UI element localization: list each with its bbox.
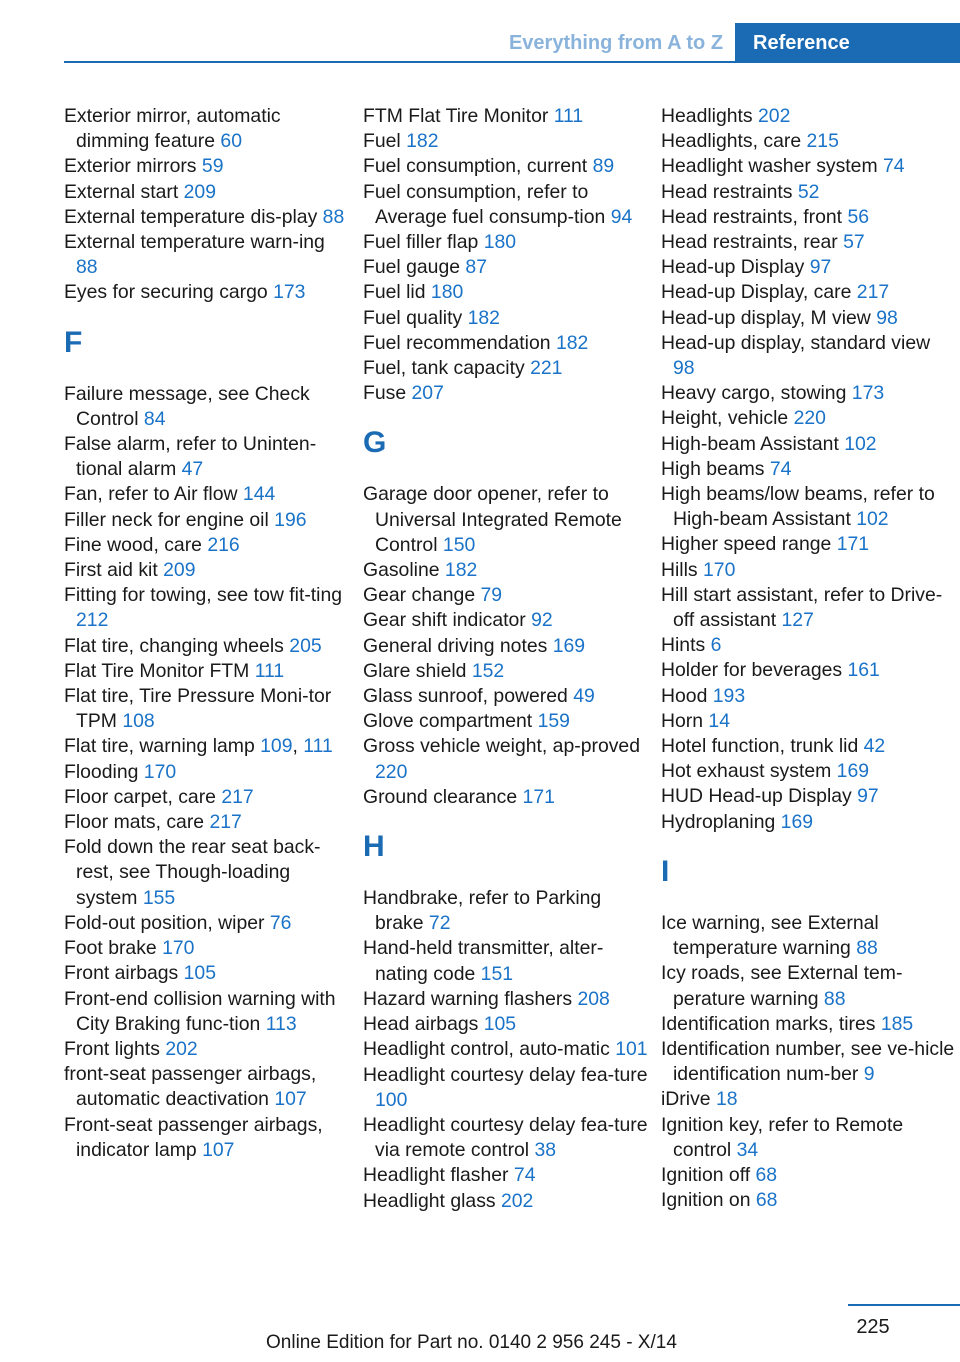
index-entry (64, 432, 350, 482)
index-entry-text: Headlight washer system (661, 155, 878, 178)
index-entry-text: Ignition off (661, 1163, 751, 1186)
index-entry (363, 1163, 653, 1188)
index-entry (363, 608, 653, 633)
index-entry-text: Fan, refer to Air flow (64, 483, 238, 506)
index-entry-text: Hydroplaning (661, 810, 776, 833)
page-reference-link[interactable]: 107 (202, 1138, 235, 1161)
index-entry (363, 1189, 653, 1214)
page-reference-link[interactable]: 182 (555, 331, 589, 354)
index-entry-text: Failure message, see Check Control (64, 382, 310, 430)
page-reference-link[interactable]: 84 (143, 407, 166, 430)
index-entry-text: HUD Head-up Display (661, 785, 852, 808)
page-reference-link[interactable]: 74 (513, 1164, 536, 1187)
index-entry-text: Headlight courtesy delay fea-ture (363, 1063, 648, 1086)
page-reference-link[interactable]: 97 (809, 256, 832, 279)
index-entry-text: Headlight flasher (363, 1164, 509, 1187)
page-reference-link[interactable]: 170 (143, 760, 177, 783)
index-entry-text: Filler neck for engine oil (64, 508, 269, 531)
index-entry (363, 154, 653, 179)
page-reference-link[interactable]: 6 (710, 634, 722, 657)
index-entry (661, 306, 956, 331)
page-reference-link[interactable]: 151 (480, 962, 514, 985)
index-entry-text: Front-seat passenger airbags, indicator lamp (64, 1113, 323, 1161)
index-entry (661, 1188, 956, 1213)
index-entry (64, 558, 350, 583)
page-reference-link[interactable]: 217 (856, 281, 890, 304)
index-entry (661, 810, 956, 835)
index-entry-text: High beams (661, 457, 765, 480)
page-reference-link[interactable]: 220 (793, 407, 826, 430)
index-entry (64, 760, 350, 785)
page-reference-link[interactable]: 173 (273, 281, 306, 304)
page-reference-link[interactable]: 108 (122, 710, 155, 733)
index-entry-text: Ground clearance (363, 785, 518, 808)
page-reference-link[interactable]: 217 (209, 811, 242, 834)
page-reference-link[interactable]: 72 (428, 912, 451, 935)
index-entry (363, 583, 653, 608)
page-reference-link[interactable]: 202 (500, 1189, 534, 1212)
page-reference-link[interactable]: 185 (880, 1012, 914, 1035)
index-entry-text: Hints (661, 634, 706, 657)
index-entry (661, 911, 956, 961)
index-entry-text: Fuel (363, 130, 401, 153)
page-reference-link[interactable]: 209 (183, 180, 216, 203)
header-rule (64, 61, 960, 63)
index-entry-text: Headlight courtesy delay fea-ture via remote control (363, 1113, 648, 1162)
index-entry (661, 331, 956, 381)
index-entry (363, 482, 653, 558)
index-entry (363, 785, 653, 810)
page-reference-link[interactable]: 88 (856, 937, 878, 960)
page-reference-link[interactable]: 97 (857, 785, 879, 808)
index-entry-text: Head-up Display (661, 256, 805, 279)
index-entry (363, 659, 653, 684)
index-entry-text: High beams/low beams, refer to High-beam Assistant (661, 483, 935, 531)
page-reference-link[interactable]: 193 (712, 684, 746, 707)
index-entry (363, 1063, 653, 1113)
index-entry (64, 911, 350, 936)
index-entry (661, 129, 956, 154)
page-reference-link[interactable]: 102 (856, 508, 889, 531)
index-entry-text: Ice warning, see External temperature warning (661, 911, 879, 960)
index-entry (661, 104, 956, 129)
index-entry-text: General driving notes (363, 634, 548, 657)
index-entry-text: Floor carpet, care (64, 785, 216, 808)
page-reference-link[interactable]: 209 (163, 559, 196, 582)
index-entry (363, 886, 653, 936)
index-entry (64, 835, 350, 911)
page-reference-link[interactable]: 169 (552, 634, 586, 657)
index-entry-text: Ignition on (661, 1189, 751, 1212)
header-tab-reference: Reference (735, 23, 960, 63)
index-entry (363, 987, 653, 1012)
index-entry-text: Head restraints, rear (661, 231, 838, 254)
page-reference-link[interactable]: 92 (531, 609, 553, 632)
page-reference-link[interactable]: 98 (673, 357, 695, 380)
page-reference-link[interactable]: 9 (863, 1063, 875, 1086)
index-entry (64, 785, 350, 810)
index-entry (661, 406, 956, 431)
index-letter-heading: H (363, 830, 385, 864)
index-entry (64, 961, 350, 986)
index-entry (661, 709, 956, 734)
index-entry (64, 684, 350, 734)
index-entry-text: Identification number, see ve-hicle identification num-ber (661, 1037, 955, 1086)
index-entry-text: Higher speed range (661, 533, 832, 556)
page-reference-link[interactable]: 59 (201, 155, 224, 178)
page-reference-link[interactable]: 150 (442, 533, 476, 556)
index-entry-text: Hand-held transmitter, alter-nating code (363, 937, 604, 985)
index-entry-text: Flat tire, Tire Pressure Moni-tor TPM (64, 685, 332, 733)
index-entry-text: Head-up display, M view (661, 306, 871, 329)
index-entry-text: Fuel filler flap (363, 231, 479, 254)
index-entry-text: Glare shield (363, 659, 467, 682)
index-entry (661, 1163, 956, 1188)
index-entry (64, 583, 350, 633)
index-entry-text: Hood (661, 684, 708, 707)
index-entry (661, 432, 956, 457)
page-number: 225 (856, 1316, 890, 1338)
index-entry (661, 457, 956, 482)
index-entry-text: Headlight control, auto-matic (363, 1038, 610, 1061)
page-reference-link[interactable]: 68 (755, 1189, 778, 1212)
index-entry-text: Fuel, tank capacity (363, 357, 525, 380)
index-entry-text: First aid kit (64, 559, 158, 582)
index-entry-text: High-beam Assistant (661, 432, 839, 455)
page-reference-link[interactable]: 205 (289, 634, 322, 657)
page-reference-link[interactable]: 127 (781, 609, 814, 632)
index-entry-text: Garage door opener, refer to Universal Integrated Remote Control (363, 483, 622, 556)
index-entry (661, 280, 956, 305)
index-entry (363, 709, 653, 734)
page-reference-link[interactable]: 207 (411, 382, 444, 405)
index-entry-text: External temperature warn-ing (64, 231, 325, 254)
page-reference-link[interactable]: 14 (708, 709, 730, 732)
page-reference-link[interactable]: 38 (534, 1139, 557, 1162)
page-reference-link[interactable]: 161 (847, 659, 880, 682)
page-reference-link[interactable]: 87 (465, 256, 487, 279)
page-reference-link[interactable]: 169 (780, 810, 814, 833)
page-reference-link[interactable]: 113 (265, 1012, 297, 1035)
index-entry (661, 961, 956, 1011)
index-entry-text: False alarm, refer to Uninten-tional alarm (64, 433, 317, 481)
page-reference-link[interactable]: 173 (851, 382, 885, 405)
page-reference-link[interactable]: 152 (471, 659, 505, 682)
index-entry (661, 658, 956, 683)
index-entry (363, 129, 653, 154)
index-entry-text: Identification marks, tires (661, 1012, 876, 1035)
index-entry-text: Glass sunroof, powered (363, 685, 568, 708)
index-entry-text: Head-up Display, care (661, 281, 852, 304)
index-entry-text: FTM Flat Tire Monitor (363, 105, 549, 127)
page-reference-link[interactable]: 98 (876, 306, 898, 329)
page-reference-link[interactable]: 74 (883, 155, 905, 178)
index-entry (64, 280, 350, 305)
page-reference-link[interactable]: 111 (303, 735, 333, 758)
page-reference-link[interactable]: 105 (183, 962, 216, 985)
page-reference-link[interactable]: 76 (269, 911, 292, 934)
index-entry-text: Fold down the rear seat back-rest, see Though-loading system (64, 836, 321, 909)
index-entry-text: Glove compartment (363, 710, 533, 733)
index-entry (661, 759, 956, 784)
page-reference-link[interactable]: 182 (444, 559, 478, 582)
page-reference-link[interactable]: 220 (375, 760, 408, 783)
index-entry (363, 684, 653, 709)
index-entry-text: Front airbags (64, 962, 179, 985)
index-entry-text: Gross vehicle weight, ap-proved (363, 735, 640, 758)
index-entry (661, 583, 956, 633)
index-entry (64, 508, 350, 533)
index-entry-text: iDrive (661, 1088, 711, 1111)
page-reference-link[interactable]: 18 (715, 1088, 738, 1111)
page-reference-link[interactable]: 111 (254, 659, 285, 682)
index-entry (363, 1012, 653, 1037)
index-entry (661, 734, 956, 759)
index-entry-text: front-seat passenger airbags, automatic deactivation (64, 1063, 317, 1111)
page-reference-link[interactable]: 100 (375, 1088, 408, 1111)
index-entry (661, 255, 956, 280)
index-entry (64, 987, 350, 1037)
index-entry (363, 936, 653, 986)
index-entry (64, 382, 350, 432)
index-entry-text: Fuse (363, 382, 407, 405)
index-entry-text: Fine wood, care (64, 533, 202, 556)
index-entry (661, 1113, 956, 1163)
index-entry (64, 1113, 350, 1163)
page-reference-link[interactable]: 49 (573, 685, 595, 708)
page-reference-link[interactable]: 88 (823, 987, 846, 1010)
page-reference-link[interactable]: 144 (242, 483, 276, 506)
index-entry (64, 482, 350, 507)
page-reference-link[interactable]: 57 (843, 231, 865, 254)
index-entry (64, 205, 350, 230)
index-letter-heading: I (661, 854, 670, 888)
page-reference-link[interactable]: 42 (863, 735, 886, 758)
index-entry (64, 1037, 350, 1062)
page-reference-link[interactable]: 170 (703, 558, 736, 581)
page-reference-link[interactable]: 169 (836, 760, 870, 783)
index-letter-heading: G (363, 426, 387, 460)
page-reference-link[interactable]: 105 (483, 1013, 517, 1036)
index-column-2 (363, 104, 653, 1214)
index-entry (661, 381, 956, 406)
page-reference-link[interactable]: 56 (847, 205, 870, 228)
page-reference-link[interactable]: 155 (142, 886, 176, 909)
index-entry (661, 633, 956, 658)
index-entry-text: Flat Tire Monitor FTM (64, 659, 250, 682)
index-entry (363, 634, 653, 659)
index-entry-text: Headlights (661, 105, 753, 127)
index-entry-text: Headlights, care (661, 130, 802, 153)
index-entry-text: External start (64, 180, 179, 203)
index-entry-text: Fuel consumption, current (363, 155, 588, 178)
index-entry-text: Fuel consumption, refer to Average fuel consump-tion (363, 180, 606, 228)
index-entry (661, 230, 956, 255)
index-entry (363, 1037, 653, 1062)
index-entry (64, 810, 350, 835)
index-entry (661, 1037, 956, 1087)
page-reference-link[interactable]: 182 (406, 130, 439, 153)
index-entry (661, 558, 956, 583)
page-reference-link[interactable]: 170 (162, 937, 195, 960)
index-entry-text: Hot exhaust system (661, 760, 832, 783)
index-entry-text: Head restraints, front (661, 205, 843, 228)
index-letter-heading: F (64, 325, 83, 359)
index-entry (363, 356, 653, 381)
index-entry (64, 1062, 350, 1112)
index-entry-text: Gear shift indicator (363, 609, 526, 632)
page-reference-link[interactable]: 68 (755, 1163, 778, 1186)
index-entry-text: Head restraints (661, 180, 793, 203)
page-reference-link[interactable]: 202 (165, 1037, 198, 1060)
index-entry (661, 784, 956, 809)
index-entry-text: Handbrake, refer to Parking brake (363, 887, 602, 935)
page-reference-link[interactable]: 171 (836, 533, 870, 556)
index-entry (64, 533, 350, 558)
index-entry (661, 532, 956, 557)
index-entry: Flat tire, warning lamp 109, 111 (64, 735, 333, 758)
page-reference-link[interactable]: 196 (274, 508, 307, 531)
index-entry (363, 381, 653, 406)
index-entry (64, 659, 350, 684)
index-entry (363, 255, 653, 280)
index-entry-text: Exterior mirror, automatic dimming feature (64, 105, 281, 153)
index-column-1 (64, 104, 350, 1163)
page-reference-link[interactable]: 180 (430, 281, 464, 304)
index-entry-text: Fitting for towing, see tow fit-ting (64, 584, 343, 607)
index-entry (363, 734, 653, 784)
index-entry (64, 180, 350, 205)
index-entry-text: Head airbags (363, 1013, 479, 1036)
page-reference-link[interactable]: 88 (76, 256, 98, 279)
index-entry-text: Holder for beverages (661, 659, 843, 682)
index-entry-text: Head-up display, standard view (661, 331, 931, 354)
page-reference-link[interactable]: 208 (577, 987, 610, 1010)
page-reference-link[interactable]: 109 (260, 735, 293, 758)
index-entry (64, 936, 350, 961)
index-entry (661, 482, 956, 532)
index-entry (363, 558, 653, 583)
index-entry-text: Gear change (363, 584, 476, 607)
page-reference-link[interactable]: 102 (844, 432, 877, 455)
index-entry (661, 1087, 956, 1112)
page-reference-link[interactable]: 79 (480, 584, 503, 607)
index-entry-text: Fuel gauge (363, 256, 461, 279)
page-reference-link[interactable]: 34 (736, 1138, 759, 1161)
page-reference-link[interactable]: 171 (522, 785, 555, 808)
index-entry-text: Front-end collision warning with City Braking func-tion (64, 987, 336, 1035)
index-entry (363, 306, 653, 331)
page-reference-link[interactable]: 74 (769, 457, 792, 480)
index-entry (64, 230, 350, 280)
page-reference-link[interactable]: 217 (221, 785, 254, 808)
index-entry (661, 684, 956, 709)
index-entry-text: Hazard warning flashers (363, 987, 573, 1010)
index-entry-text: Front lights (64, 1037, 160, 1060)
footer-edition: Online Edition for Part no. 0140 2 956 245 - X/14 (266, 1332, 677, 1353)
index-entry (661, 154, 956, 179)
page-reference-link[interactable]: 216 (207, 533, 240, 556)
index-entry-text: Floor mats, care (64, 811, 205, 834)
page-reference-link[interactable]: 221 (530, 357, 563, 380)
index-entry (661, 1012, 956, 1037)
index-entry-text: Fuel quality (363, 306, 463, 329)
index-entry-text: Fuel lid (363, 281, 426, 304)
index-entry (64, 154, 350, 179)
index-entry-text: External temperature dis-play (64, 205, 318, 228)
page-reference-link[interactable]: 159 (537, 710, 570, 733)
page-reference-link[interactable]: 52 (797, 180, 820, 203)
index-column-3 (661, 104, 956, 1213)
index-entry-text: Hills (661, 558, 698, 581)
page-reference-link[interactable]: 212 (76, 609, 109, 632)
index-entry-text: Eyes for securing cargo (64, 281, 268, 304)
index-entry (661, 180, 956, 205)
page-reference-link[interactable]: 88 (322, 205, 345, 228)
footer-rule (848, 1304, 960, 1306)
page-reference-link[interactable]: 107 (274, 1088, 307, 1111)
index-entry (363, 230, 653, 255)
index-entry-text: Fuel recommendation (363, 331, 551, 354)
index-entry-text: Horn (661, 709, 704, 732)
page-reference-link[interactable]: 101 (615, 1038, 648, 1061)
index-entry (363, 180, 653, 230)
page-reference-link[interactable]: 94 (610, 205, 633, 228)
index-entry-text: Flooding (64, 760, 139, 783)
index-entry-text: Gasoline (363, 559, 440, 582)
page-reference-link[interactable]: 47 (181, 458, 204, 481)
index-entry (363, 1113, 653, 1163)
index-entry-text: Exterior mirrors (64, 155, 197, 178)
index-entry-text: Foot brake (64, 937, 157, 960)
page-reference-link[interactable]: 60 (220, 130, 242, 153)
index-entry-text: Hill start assistant, refer to Drive-off assistant (661, 583, 943, 632)
index-entry-text: Height, vehicle (661, 407, 789, 430)
page-reference-link[interactable]: 202 (758, 105, 791, 127)
index-entry-text: Headlight glass (363, 1189, 496, 1212)
page-reference-link[interactable]: 89 (592, 155, 615, 178)
index-entry-text: Flat tire, changing wheels (64, 634, 284, 657)
index-entry (363, 104, 653, 129)
index-entry-text: Hotel function, trunk lid (661, 735, 859, 758)
index-entry-text: Ignition key, refer to Remote control (661, 1113, 904, 1161)
header-section-title: Everything from A to Z (508, 32, 724, 54)
index-entry-text: Heavy cargo, stowing (661, 382, 847, 405)
page-reference-link[interactable]: 182 (467, 306, 500, 329)
page-reference-link[interactable]: 111 (553, 105, 584, 127)
page-reference-link[interactable]: 180 (483, 231, 517, 254)
index-entry-text: Fold-out position, wiper (64, 911, 265, 934)
index-entry (661, 205, 956, 230)
index-entry-text: Icy roads, see External tem-perature warning (661, 962, 903, 1010)
index-entry (64, 634, 350, 659)
page-reference-link[interactable]: 215 (806, 130, 839, 153)
index-entry-text: Flat tire, warning lamp (64, 735, 255, 758)
index-entry (363, 331, 653, 356)
index-entry (64, 104, 350, 154)
index-entry (363, 280, 653, 305)
